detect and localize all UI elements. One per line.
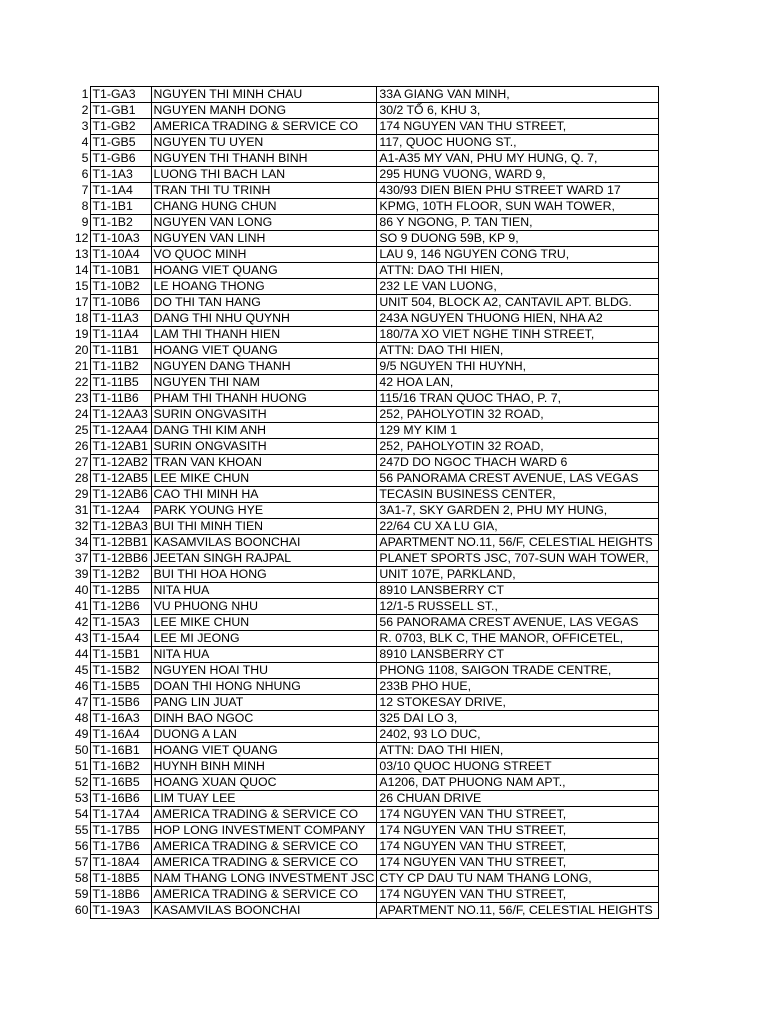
unit-code-cell[interactable]: T1-GB6 — [90, 151, 151, 167]
table-row — [60, 759, 659, 775]
table-row — [60, 775, 659, 791]
table-body — [60, 87, 659, 919]
table-row — [60, 183, 659, 199]
owner-name-cell[interactable]: TRAN THI TU TRINH — [151, 183, 377, 199]
owner-address-cell[interactable]: UNIT 504, BLOCK A2, CANTAVIL APT. BLDG. — [377, 295, 659, 311]
row-number-cell: 45 — [74, 663, 89, 677]
unit-code-cell[interactable]: T1-12AB6 — [90, 487, 151, 503]
row-number-cell: 43 — [74, 631, 89, 645]
row-number-cell: 37 — [74, 551, 89, 565]
owner-name-cell[interactable]: LEE MIKE CHUN — [151, 471, 377, 487]
table-row — [60, 199, 659, 215]
owner-address-cell[interactable]: 252, PAHOLYOTIN 32 ROAD, — [377, 407, 659, 423]
spreadsheet — [60, 86, 659, 919]
owner-address-cell[interactable]: 295 HUNG VUONG, WARD 9, — [377, 167, 659, 183]
owner-name-cell[interactable]: AMERICA TRADING & SERVICE CO — [151, 807, 377, 823]
owner-address-cell[interactable]: A1-A35 MY VAN, PHU MY HUNG, Q. 7, — [377, 151, 659, 167]
owner-address-cell[interactable]: APARTMENT NO.11, 56/F, CELESTIAL HEIGHTS — [377, 535, 659, 551]
owner-name-cell[interactable]: SURIN ONGVASITH — [151, 407, 377, 423]
owner-address-cell[interactable]: 174 NGUYEN VAN THU STREET, — [377, 807, 659, 823]
owner-name-cell[interactable]: DOAN THI HONG NHUNG — [151, 679, 377, 695]
owner-name-cell[interactable]: HOANG VIET QUANG — [151, 743, 377, 759]
table-row — [60, 679, 659, 695]
row-number-cell: 6 — [81, 167, 89, 181]
owner-name-cell[interactable]: PARK YOUNG HYE — [151, 503, 377, 519]
table-row — [60, 439, 659, 455]
unit-code-cell[interactable]: T1-12BB1 — [90, 535, 151, 551]
unit-code-cell[interactable]: T1-15A4 — [90, 631, 151, 647]
table-row — [60, 311, 659, 327]
table-row — [60, 407, 659, 423]
owner-name-cell[interactable]: JEETAN SINGH RAJPAL — [151, 551, 377, 567]
table-row — [60, 487, 659, 503]
table-row — [60, 247, 659, 263]
unit-code-cell[interactable]: T1-12BB6 — [90, 551, 151, 567]
owner-name-cell[interactable]: NGUYEN VAN LONG — [151, 215, 377, 231]
owner-address-cell[interactable]: SO 9 DUONG 59B, KP 9, — [377, 231, 659, 247]
row-number-cell: 9 — [81, 215, 89, 229]
owner-name-cell[interactable]: DUONG A LAN — [151, 727, 377, 743]
row-number-cell: 29 — [74, 487, 89, 501]
table-row — [60, 743, 659, 759]
owner-address-cell[interactable]: ATTN: DAO THI HIEN, — [377, 743, 659, 759]
table-row — [60, 327, 659, 343]
owner-address-cell[interactable]: 86 Y NGONG, P. TAN TIEN, — [377, 215, 659, 231]
unit-code-cell[interactable]: T1-GB5 — [90, 135, 151, 151]
owner-name-cell[interactable]: DANG THI NHU QUYNH — [151, 311, 377, 327]
table-row — [60, 791, 659, 807]
row-number-cell: 56 — [74, 839, 89, 853]
owner-address-cell[interactable]: 12/1-5 RUSSELL ST., — [377, 599, 659, 615]
owner-address-cell[interactable]: 174 NGUYEN VAN THU STREET, — [377, 887, 659, 903]
owner-address-cell[interactable]: 33A GIANG VAN MINH, — [377, 87, 659, 103]
row-number-cell: 40 — [74, 583, 89, 597]
table-row — [60, 119, 659, 135]
unit-code-cell[interactable]: T1-12B2 — [90, 567, 151, 583]
owner-address-table — [60, 86, 659, 919]
owner-name-cell[interactable]: LAM THI THANH HIEN — [151, 327, 377, 343]
row-number-cell: 31 — [74, 503, 89, 517]
row-number-cell: 14 — [74, 263, 89, 277]
unit-code-cell[interactable]: T1-16B2 — [90, 759, 151, 775]
owner-name-cell[interactable]: PANG LIN JUAT — [151, 695, 377, 711]
unit-code-cell[interactable]: T1-16B1 — [90, 743, 151, 759]
unit-code-cell[interactable]: T1-12AB5 — [90, 471, 151, 487]
owner-name-cell[interactable]: NGUYEN THI MINH CHAU — [151, 87, 377, 103]
owner-address-cell[interactable]: 232 LE VAN LUONG, — [377, 279, 659, 295]
table-row — [60, 87, 659, 103]
owner-name-cell[interactable]: BUI THI HOA HONG — [151, 567, 377, 583]
unit-code-cell[interactable]: T1-17B6 — [90, 839, 151, 855]
owner-address-cell[interactable]: 430/93 DIEN BIEN PHU STREET WARD 17 — [377, 183, 659, 199]
owner-name-cell[interactable]: BUI THI MINH TIEN — [151, 519, 377, 535]
row-number-cell: 53 — [74, 791, 89, 805]
table-row — [60, 567, 659, 583]
owner-name-cell[interactable]: HOANG XUAN QUOC — [151, 775, 377, 791]
owner-name-cell[interactable]: PHAM THI THANH HUONG — [151, 391, 377, 407]
table-row — [60, 871, 659, 887]
row-number-cell: 41 — [74, 599, 89, 613]
unit-code-cell[interactable]: T1-12BA3 — [90, 519, 151, 535]
table-row — [60, 663, 659, 679]
unit-code-cell[interactable]: T1-12AA4 — [90, 423, 151, 439]
owner-name-cell[interactable]: NGUYEN DANG THANH — [151, 359, 377, 375]
table-row — [60, 711, 659, 727]
row-number-cell: 58 — [74, 871, 89, 885]
owner-address-cell[interactable]: 12 STOKESAY DRIVE, — [377, 695, 659, 711]
table-row — [60, 535, 659, 551]
owner-address-cell[interactable]: 8910 LANSBERRY CT — [377, 647, 659, 663]
table-row — [60, 343, 659, 359]
table-row — [60, 375, 659, 391]
row-number-cell: 55 — [74, 823, 89, 837]
row-number-cell: 28 — [74, 471, 89, 485]
owner-name-cell[interactable]: NGUYEN MANH DONG — [151, 103, 377, 119]
row-number-cell: 8 — [81, 199, 89, 213]
owner-address-cell[interactable]: 174 NGUYEN VAN THU STREET, — [377, 823, 659, 839]
owner-address-cell[interactable]: 56 PANORAMA CREST AVENUE, LAS VEGAS — [377, 471, 659, 487]
unit-code-cell[interactable]: T1-GB1 — [90, 103, 151, 119]
owner-name-cell[interactable]: LE HOANG THONG — [151, 279, 377, 295]
owner-name-cell[interactable]: DANG THI KIM ANH — [151, 423, 377, 439]
row-number-cell: 21 — [74, 359, 89, 373]
owner-address-cell[interactable]: 9/5 NGUYEN THI HUYNH, — [377, 359, 659, 375]
row-number-cell: 18 — [74, 311, 89, 325]
owner-name-cell[interactable]: NITA HUA — [151, 647, 377, 663]
row-number-cell: 52 — [74, 775, 89, 789]
table-row — [60, 695, 659, 711]
unit-code-cell[interactable]: T1-12A4 — [90, 503, 151, 519]
owner-address-cell[interactable]: PLANET SPORTS JSC, 707-SUN WAH TOWER, — [377, 551, 659, 567]
owner-name-cell[interactable]: AMERICA TRADING & SERVICE CO — [151, 839, 377, 855]
table-row — [60, 807, 659, 823]
owner-name-cell[interactable]: KASAMVILAS BOONCHAI — [151, 903, 377, 919]
unit-code-cell[interactable]: T1-11A4 — [90, 327, 151, 343]
owner-name-cell[interactable]: HOANG VIET QUANG — [151, 263, 377, 279]
table-row — [60, 887, 659, 903]
owner-name-cell[interactable]: NGUYEN THI NAM — [151, 375, 377, 391]
table-row — [60, 263, 659, 279]
unit-code-cell[interactable]: T1-18B5 — [90, 871, 151, 887]
unit-code-cell[interactable]: T1-12AA3 — [90, 407, 151, 423]
owner-name-cell[interactable]: CHANG HUNG CHUN — [151, 199, 377, 215]
unit-code-cell[interactable]: T1-11B1 — [90, 343, 151, 359]
owner-address-cell[interactable]: 117, QUOC HUONG ST., — [377, 135, 659, 151]
table-row — [60, 103, 659, 119]
row-number-cell: 17 — [74, 295, 89, 309]
table-row — [60, 855, 659, 871]
unit-code-cell[interactable]: T1-12B5 — [90, 583, 151, 599]
table-row — [60, 583, 659, 599]
owner-address-cell[interactable]: 3A1-7, SKY GARDEN 2, PHU MY HUNG, — [377, 503, 659, 519]
unit-code-cell[interactable]: T1-11B5 — [90, 375, 151, 391]
owner-address-cell[interactable]: LAU 9, 146 NGUYEN CONG TRU, — [377, 247, 659, 263]
unit-code-cell[interactable]: T1-15B1 — [90, 647, 151, 663]
unit-code-cell[interactable]: T1-16B5 — [90, 775, 151, 791]
unit-code-cell[interactable]: T1-11B6 — [90, 391, 151, 407]
owner-name-cell[interactable]: CAO THI MINH HA — [151, 487, 377, 503]
unit-code-cell[interactable]: T1-1A3 — [90, 167, 151, 183]
owner-address-cell[interactable]: 30/2 TỐ 6, KHU 3, — [377, 103, 659, 119]
table-row — [60, 903, 659, 919]
owner-address-cell[interactable]: 243A NGUYEN THUONG HIEN, NHA A2 — [377, 311, 659, 327]
owner-address-cell[interactable]: 115/16 TRAN QUOC THAO, P. 7, — [377, 391, 659, 407]
unit-code-cell[interactable]: T1-15B5 — [90, 679, 151, 695]
table-row — [60, 631, 659, 647]
owner-address-cell[interactable]: 129 MY KIM 1 — [377, 423, 659, 439]
unit-code-cell[interactable]: T1-11A3 — [90, 311, 151, 327]
unit-code-cell[interactable]: T1-10B1 — [90, 263, 151, 279]
unit-code-cell[interactable]: T1-15B6 — [90, 695, 151, 711]
row-number-cell: 42 — [74, 615, 89, 629]
owner-address-cell[interactable]: TECASIN BUSINESS CENTER, — [377, 487, 659, 503]
table-row — [60, 823, 659, 839]
owner-address-cell[interactable]: 252, PAHOLYOTIN 32 ROAD, — [377, 439, 659, 455]
owner-name-cell[interactable]: HOANG VIET QUANG — [151, 343, 377, 359]
row-number-cell: 7 — [81, 183, 89, 197]
row-number-cell: 4 — [81, 135, 89, 149]
owner-address-cell[interactable]: PHONG 1108, SAIGON TRADE CENTRE, — [377, 663, 659, 679]
row-number-cell: 44 — [74, 647, 89, 661]
table-row — [60, 423, 659, 439]
table-row — [60, 167, 659, 183]
owner-address-cell[interactable]: 56 PANORAMA CREST AVENUE, LAS VEGAS — [377, 615, 659, 631]
unit-code-cell[interactable]: T1-1A4 — [90, 183, 151, 199]
owner-address-cell[interactable]: ATTN: DAO THI HIEN, — [377, 343, 659, 359]
unit-code-cell[interactable]: T1-15B2 — [90, 663, 151, 679]
owner-address-cell[interactable]: APARTMENT NO.11, 56/F, CELESTIAL HEIGHTS — [377, 903, 659, 919]
owner-name-cell[interactable]: NGUYEN HOAI THU — [151, 663, 377, 679]
table-row — [60, 279, 659, 295]
unit-code-cell[interactable]: T1-1B2 — [90, 215, 151, 231]
owner-name-cell[interactable]: HOP LONG INVESTMENT COMPANY — [151, 823, 377, 839]
row-number-cell: 51 — [74, 759, 89, 773]
unit-code-cell[interactable]: T1-17A4 — [90, 807, 151, 823]
table-row — [60, 551, 659, 567]
owner-address-cell[interactable]: 22/64 CU XA LU GIA, — [377, 519, 659, 535]
owner-address-cell[interactable]: 26 CHUAN DRIVE — [377, 791, 659, 807]
owner-address-cell[interactable]: 42 HOA LAN, — [377, 375, 659, 391]
owner-address-cell[interactable]: 233B PHO HUE, — [377, 679, 659, 695]
owner-address-cell[interactable]: 03/10 QUOC HUONG STREET — [377, 759, 659, 775]
row-number-cell: 60 — [74, 903, 89, 917]
row-number-cell: 19 — [74, 327, 89, 341]
owner-name-cell[interactable]: AMERICA TRADING & SERVICE CO — [151, 887, 377, 903]
row-number-cell: 47 — [74, 695, 89, 709]
unit-code-cell[interactable]: T1-1B1 — [90, 199, 151, 215]
owner-name-cell[interactable]: DO THI TAN HANG — [151, 295, 377, 311]
owner-name-cell[interactable]: NGUYEN VAN LINH — [151, 231, 377, 247]
owner-name-cell[interactable]: TRAN VAN KHOAN — [151, 455, 377, 471]
table-row — [60, 519, 659, 535]
table-row — [60, 471, 659, 487]
owner-name-cell[interactable]: LUONG THI BACH LAN — [151, 167, 377, 183]
owner-name-cell[interactable]: LEE MI JEONG — [151, 631, 377, 647]
table-row — [60, 151, 659, 167]
unit-code-cell[interactable]: T1-GA3 — [90, 87, 151, 103]
unit-code-cell[interactable]: T1-12AB2 — [90, 455, 151, 471]
table-row — [60, 615, 659, 631]
unit-code-cell[interactable]: T1-18B6 — [90, 887, 151, 903]
row-number-cell: 23 — [74, 391, 89, 405]
row-number-cell: 50 — [74, 743, 89, 757]
owner-address-cell[interactable]: A1206, DAT PHUONG NAM APT., — [377, 775, 659, 791]
table-row — [60, 599, 659, 615]
unit-code-cell[interactable]: T1-16A4 — [90, 727, 151, 743]
owner-name-cell[interactable]: LEE MIKE CHUN — [151, 615, 377, 631]
unit-code-cell[interactable]: T1-16A3 — [90, 711, 151, 727]
row-number-cell: 46 — [74, 679, 89, 693]
owner-address-cell[interactable]: 174 NGUYEN VAN THU STREET, — [377, 855, 659, 871]
row-number-cell: 54 — [74, 807, 89, 821]
owner-address-cell[interactable]: 325 DAI LO 3, — [377, 711, 659, 727]
owner-name-cell[interactable]: VU PHUONG NHU — [151, 599, 377, 615]
owner-name-cell[interactable]: NGUYEN THI THANH BINH — [151, 151, 377, 167]
owner-address-cell[interactable]: 8910 LANSBERRY CT — [377, 583, 659, 599]
row-number-cell: 22 — [74, 375, 89, 389]
unit-code-cell[interactable]: T1-10B2 — [90, 279, 151, 295]
row-number-cell: 26 — [74, 439, 89, 453]
unit-code-cell[interactable]: T1-10A4 — [90, 247, 151, 263]
owner-name-cell[interactable]: SURIN ONGVASITH — [151, 439, 377, 455]
row-number-cell: 27 — [74, 455, 89, 469]
unit-code-cell[interactable]: T1-12B6 — [90, 599, 151, 615]
unit-code-cell[interactable]: T1-15A3 — [90, 615, 151, 631]
owner-address-cell[interactable]: UNIT 107E, PARKLAND, — [377, 567, 659, 583]
row-number-cell: 48 — [74, 711, 89, 725]
table-row — [60, 215, 659, 231]
unit-code-cell[interactable]: T1-10B6 — [90, 295, 151, 311]
unit-code-cell[interactable]: T1-10A3 — [90, 231, 151, 247]
row-number-cell: 5 — [81, 151, 89, 165]
table-row — [60, 503, 659, 519]
row-number-cell: 15 — [74, 279, 89, 293]
table-row — [60, 647, 659, 663]
row-number-cell: 49 — [74, 727, 89, 741]
owner-name-cell[interactable]: HUYNH BINH MINH — [151, 759, 377, 775]
owner-address-cell[interactable]: ATTN: DAO THI HIEN, — [377, 263, 659, 279]
row-number-cell: 39 — [74, 567, 89, 581]
owner-name-cell[interactable]: NGUYEN TU UYEN — [151, 135, 377, 151]
table-row — [60, 135, 659, 151]
owner-address-cell[interactable]: CTY CP DAU TU NAM THANG LONG, — [377, 871, 659, 887]
row-number-cell: 2 — [81, 103, 89, 117]
owner-name-cell[interactable]: NITA HUA — [151, 583, 377, 599]
owner-address-cell[interactable]: KPMG, 10TH FLOOR, SUN WAH TOWER, — [377, 199, 659, 215]
row-number-cell: 20 — [74, 343, 89, 357]
owner-name-cell[interactable]: AMERICA TRADING & SERVICE CO — [151, 855, 377, 871]
table-row — [60, 839, 659, 855]
unit-code-cell[interactable]: T1-17B5 — [90, 823, 151, 839]
row-number-cell: 57 — [74, 855, 89, 869]
row-number-cell: 13 — [74, 247, 89, 261]
table-row — [60, 455, 659, 471]
unit-code-cell[interactable]: T1-GB2 — [90, 119, 151, 135]
owner-name-cell[interactable]: NAM THANG LONG INVESTMENT JSC — [151, 871, 377, 887]
unit-code-cell[interactable]: T1-11B2 — [90, 359, 151, 375]
row-number-cell: 24 — [74, 407, 89, 421]
row-number-cell: 1 — [81, 87, 89, 101]
table-row — [60, 295, 659, 311]
owner-address-cell[interactable]: 247D DO NGOC THACH WARD 6 — [377, 455, 659, 471]
table-row — [60, 359, 659, 375]
owner-name-cell[interactable]: DINH BAO NGOC — [151, 711, 377, 727]
row-number-cell: 32 — [74, 519, 89, 533]
unit-code-cell[interactable]: T1-19A3 — [90, 903, 151, 919]
owner-address-cell[interactable]: 174 NGUYEN VAN THU STREET, — [377, 839, 659, 855]
unit-code-cell[interactable]: T1-18A4 — [90, 855, 151, 871]
unit-code-cell[interactable]: T1-12AB1 — [90, 439, 151, 455]
owner-name-cell[interactable]: AMERICA TRADING & SERVICE CO — [151, 119, 377, 135]
row-number-cell: 3 — [81, 119, 89, 133]
table-row — [60, 391, 659, 407]
row-number-cell: 12 — [74, 231, 89, 245]
owner-name-cell[interactable]: KASAMVILAS BOONCHAI — [151, 535, 377, 551]
table-row — [60, 727, 659, 743]
row-number-cell: 59 — [74, 887, 89, 901]
owner-address-cell[interactable]: 2402, 93 LO DUC, — [377, 727, 659, 743]
table-row — [60, 231, 659, 247]
owner-address-cell[interactable]: 180/7A XO VIET NGHE TINH STREET, — [377, 327, 659, 343]
owner-name-cell[interactable]: LIM TUAY LEE — [151, 791, 377, 807]
owner-address-cell[interactable]: R. 0703, BLK C, THE MANOR, OFFICETEL, — [377, 631, 659, 647]
unit-code-cell[interactable]: T1-16B6 — [90, 791, 151, 807]
owner-address-cell[interactable]: 174 NGUYEN VAN THU STREET, — [377, 119, 659, 135]
row-number-cell: 34 — [74, 535, 89, 549]
owner-name-cell[interactable]: VO QUOC MINH — [151, 247, 377, 263]
row-number-cell: 25 — [74, 423, 89, 437]
